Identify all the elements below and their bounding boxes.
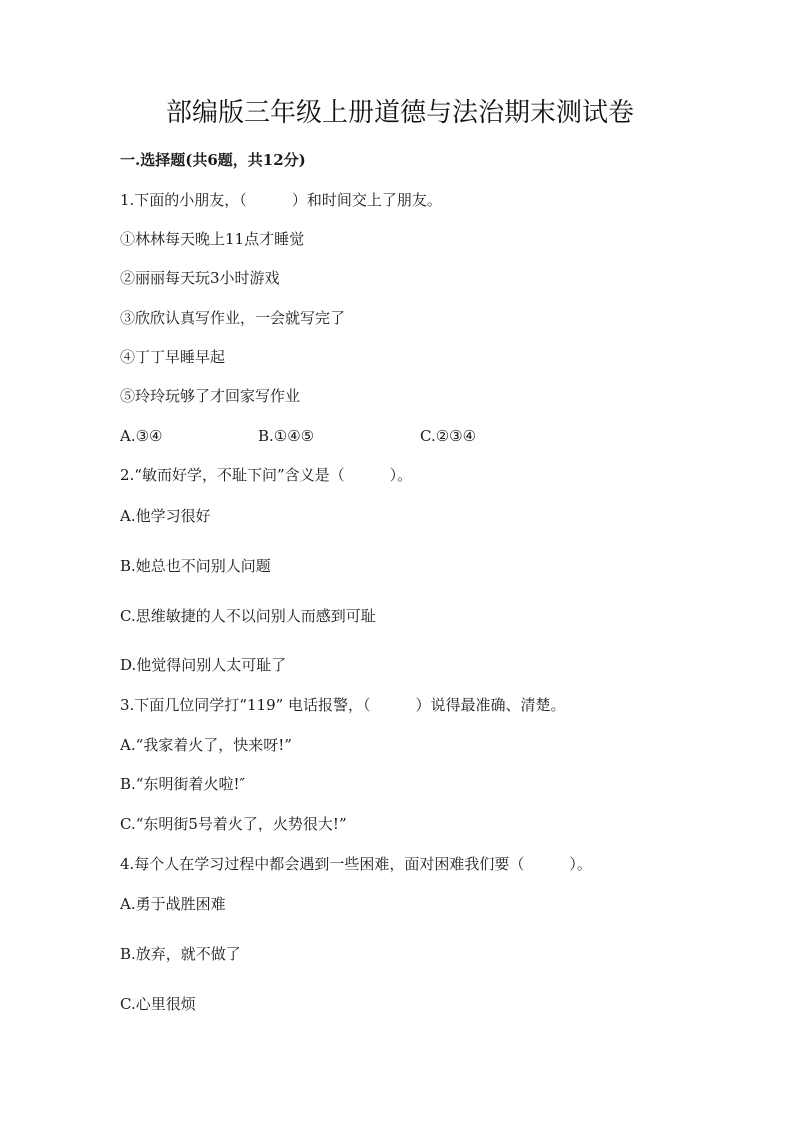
question-1-item-5: ⑤玲玲玩够了才回家写作业 xyxy=(120,387,301,405)
question-1-option-a: A.③④ xyxy=(120,427,163,445)
question-4-option-c: C.心里很烦 xyxy=(120,995,196,1013)
page-title: 部编版三年级上册道德与法治期末测试卷 xyxy=(165,98,634,128)
question-3-option-c: C.“东明街5号着火了，火势很大!” xyxy=(120,815,347,833)
question-1-item-3: ③欣欣认真写作业，一会就写完了 xyxy=(120,309,346,327)
question-2-stem: 2.“敏而好学，不耻下问”含义是（ ）。 xyxy=(120,466,413,484)
question-2-option-a: A.他学习很好 xyxy=(120,507,211,525)
question-3-stem: 3.下面几位同学打“119” 电话报警，（ ）说得最准确、清楚。 xyxy=(120,696,566,714)
section-heading: 一.选择题(共6题，共12分) xyxy=(120,151,306,169)
question-1-item-1: ①林林每天晚上11点才睡觉 xyxy=(120,230,305,248)
question-2-option-b: B.她总也不问别人问题 xyxy=(120,557,271,575)
question-1-item-2: ②丽丽每天玩3小时游戏 xyxy=(120,269,280,287)
question-4-option-b: B.放弃，就不做了 xyxy=(120,945,241,963)
question-1-item-4: ④丁丁早睡早起 xyxy=(120,348,226,366)
question-3-option-a: A.“我家着火了，快来呀!” xyxy=(120,736,292,754)
question-2-option-c: C.思维敏捷的人不以问别人而感到可耻 xyxy=(120,607,376,625)
question-2-option-d: D.他觉得问别人太可耻了 xyxy=(120,656,287,674)
question-1-option-b: B.①④⑤ xyxy=(258,427,315,445)
question-1-option-c: C.②③④ xyxy=(420,427,477,445)
question-1-stem: 1.下面的小朋友，（ ）和时间交上了朋友。 xyxy=(120,191,442,209)
question-3-option-b: B.“东明街着火啦!″ xyxy=(120,775,246,793)
question-4-stem: 4.每个人在学习过程中都会遇到一些困难，面对困难我们要（ ）。 xyxy=(120,855,592,873)
question-4-option-a: A.勇于战胜困难 xyxy=(120,895,226,913)
